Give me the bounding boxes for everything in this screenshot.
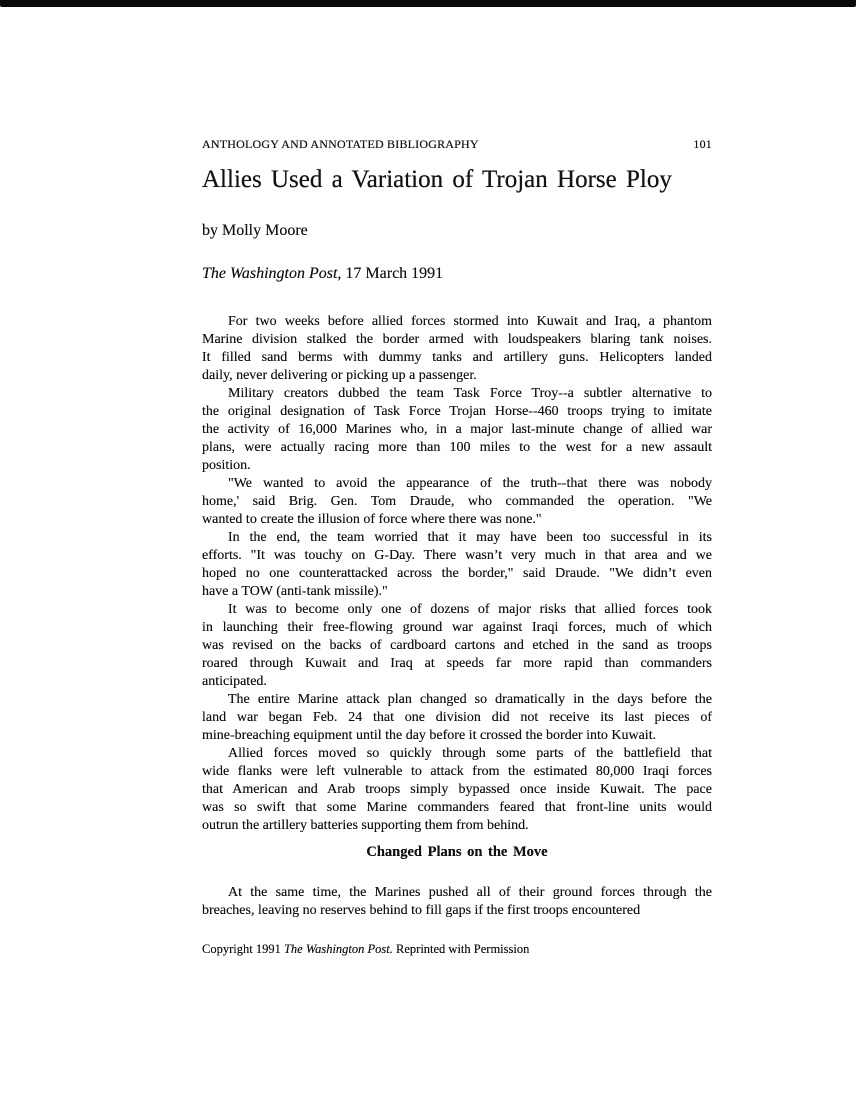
text-line: land war began Feb. 24 that one division did not receive its last pieces of bbox=[202, 710, 712, 725]
paragraph bbox=[202, 601, 712, 691]
copyright-suffix: Reprinted with Permission bbox=[392, 942, 530, 956]
text-line: was revised on the backs of cardboard cartons and etched in the sand as troops bbox=[202, 638, 712, 653]
paragraph bbox=[202, 884, 712, 920]
text-line: daily, never delivering or picking up a passenger. bbox=[202, 368, 477, 383]
paragraph bbox=[202, 475, 712, 529]
text-line: "We wanted to avoid the appearance of the truth--that there was nobody bbox=[228, 476, 712, 491]
article-continuation bbox=[202, 884, 712, 920]
text-line: outrun the artillery batteries supporting them from behind. bbox=[202, 818, 529, 833]
article-body bbox=[202, 313, 712, 835]
running-header-title: ANTHOLOGY AND ANNOTATED BIBLIOGRAPHY bbox=[202, 137, 479, 151]
text-line: breaches, leaving no reserves behind to fill gaps if the first troops encountered bbox=[202, 903, 641, 918]
copyright-footer bbox=[202, 942, 712, 957]
running-header bbox=[202, 137, 712, 151]
text-line: In the end, the team worried that it may have been too successful in its bbox=[228, 530, 712, 545]
text-line: The entire Marine attack plan changed so dramatically in the days before the bbox=[228, 692, 712, 707]
text-line: wanted to create the illusion of force where there was none." bbox=[202, 512, 542, 527]
source-line bbox=[202, 265, 712, 283]
paragraph bbox=[202, 313, 712, 385]
paragraph bbox=[202, 691, 712, 745]
text-line: efforts. "It was touchy on G-Day. There wasn’t very much in that area and we bbox=[202, 548, 712, 563]
text-line: It was to become only one of dozens of major risks that allied forces took bbox=[228, 602, 712, 617]
text-line: It filled sand berms with dummy tanks and artillery guns. Helicopters landed bbox=[202, 350, 712, 365]
text-line: At the same time, the Marines pushed all of their ground forces through the bbox=[228, 885, 712, 900]
copyright-publication: The Washington Post. bbox=[283, 942, 393, 956]
text-line: wide flanks were left vulnerable to attack from the estimated 80,000 Iraqi forces bbox=[202, 764, 712, 779]
text-line: have a TOW (anti-tank missile)." bbox=[202, 584, 388, 599]
text-line: the activity of 16,000 Marines who, in a major last-minute change of allied war bbox=[202, 422, 712, 437]
publication-name: The Washington Post bbox=[202, 265, 338, 282]
text-line: hoped no one counterattacked across the border," said Draude. "We didn’t even bbox=[202, 566, 712, 581]
text-line: in launching their free-flowing ground war against Iraqi forces, much of which bbox=[202, 620, 712, 635]
text-line: home,' said Brig. Gen. Tom Draude, who commanded the operation. "We bbox=[202, 494, 712, 509]
page-content bbox=[202, 0, 712, 957]
byline: by Molly Moore bbox=[202, 222, 308, 239]
text-line: roared through Kuwait and Iraq at speeds far more rapid than commanders bbox=[202, 656, 712, 671]
page-number: 101 bbox=[693, 137, 712, 151]
paragraph bbox=[202, 529, 712, 601]
text-line: the original designation of Task Force Trojan Horse--460 troops trying to imitate bbox=[202, 404, 712, 419]
text-line: mine-breaching equipment until the day before it crossed the border into Kuwait. bbox=[202, 728, 657, 743]
text-line: Marine division stalked the border armed with loudspeakers blaring tank noises. bbox=[202, 332, 712, 347]
text-line: position. bbox=[202, 458, 251, 473]
text-line: Military creators dubbed the team Task Force Troy--a subtler alternative to bbox=[228, 386, 712, 401]
text-line: that American and Arab troops simply bypassed once inside Kuwait. The pace bbox=[202, 782, 712, 797]
publication-date: , 17 March 1991 bbox=[337, 265, 444, 282]
paragraph bbox=[202, 745, 712, 835]
paragraph bbox=[202, 385, 712, 475]
text-line: For two weeks before allied forces stormed into Kuwait and Iraq, a phantom bbox=[228, 314, 712, 329]
section-heading: Changed Plans on the Move bbox=[366, 844, 548, 860]
text-line: was so swift that some Marine commanders feared that front-line units would bbox=[202, 800, 712, 815]
article-title: Allies Used a Variation of Trojan Horse Ploy bbox=[202, 166, 672, 193]
copyright-prefix: Copyright 1991 bbox=[202, 942, 284, 956]
text-line: anticipated. bbox=[202, 674, 267, 689]
text-line: plans, were actually racing more than 100 miles to the west for a new assault bbox=[202, 440, 712, 455]
text-line: Allied forces moved so quickly through some parts of the battlefield that bbox=[228, 746, 712, 761]
